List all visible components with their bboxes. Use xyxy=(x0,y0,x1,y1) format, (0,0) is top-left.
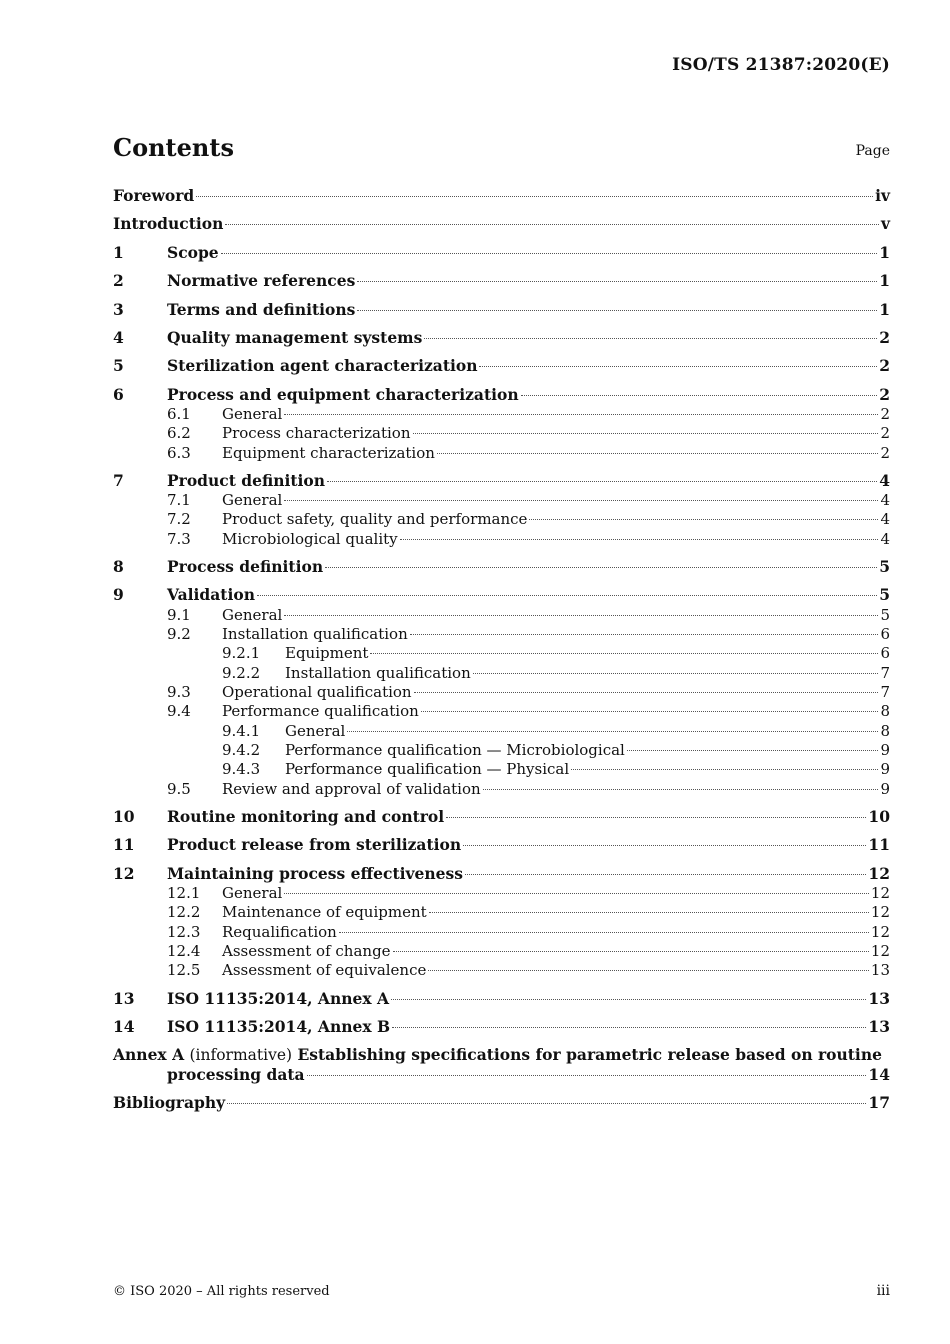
dot-leader xyxy=(429,912,869,913)
toc-entry-page-number: 12 xyxy=(868,864,890,883)
dot-leader xyxy=(421,711,879,712)
toc-entry-title: Terms and definitions xyxy=(167,300,356,319)
toc-entry[interactable] xyxy=(113,883,890,903)
toc-entry-page-number: 8 xyxy=(880,722,890,740)
dot-leader xyxy=(400,539,879,540)
toc-entry-page-number: 5 xyxy=(879,557,890,576)
toc-entry-number: 6.2 xyxy=(167,424,191,442)
dot-leader xyxy=(392,1027,866,1028)
dot-leader xyxy=(221,253,878,254)
dot-leader xyxy=(571,769,878,770)
toc-entry-title: Quality management systems xyxy=(167,328,423,347)
toc-entry-title: Review and approval of validation xyxy=(222,780,481,798)
toc-entry-number: 8 xyxy=(113,557,124,576)
toc-entry[interactable] xyxy=(113,960,890,980)
toc-entry[interactable] xyxy=(113,356,890,376)
dot-leader xyxy=(424,338,877,339)
toc-entry-title: Product definition xyxy=(167,471,326,490)
toc-entry-page-number: 2 xyxy=(880,444,890,462)
toc-entry[interactable] xyxy=(113,605,890,625)
toc-entry-title: Routine monitoring and control xyxy=(167,807,445,826)
toc-entry-page-number: 5 xyxy=(880,606,890,624)
toc-entry[interactable] xyxy=(113,443,890,463)
toc-entry-page-number: 7 xyxy=(880,683,890,701)
toc-entry[interactable] xyxy=(113,385,890,405)
toc-entry-bibliography[interactable] xyxy=(113,1093,890,1113)
toc-entry[interactable] xyxy=(113,740,890,760)
toc-entry[interactable] xyxy=(113,922,890,942)
footer-page-number: iii xyxy=(876,1283,890,1299)
toc-entry-page-number: 1 xyxy=(879,271,890,290)
toc-entry[interactable] xyxy=(113,585,890,605)
toc-entry-title: General xyxy=(222,405,283,423)
toc-entry[interactable] xyxy=(113,404,890,424)
toc-entry[interactable] xyxy=(113,643,890,663)
toc-entry-page-number: 9 xyxy=(880,760,890,778)
dot-leader xyxy=(437,453,879,454)
toc-entry-number: 6.1 xyxy=(167,405,191,423)
toc-entry-number: 12 xyxy=(113,864,135,883)
document-identifier: ISO/TS 21387:2020(E) xyxy=(672,55,890,75)
toc-entry-page-number: 9 xyxy=(880,741,890,759)
toc-entry-title: Assessment of equivalence xyxy=(222,961,427,979)
toc-entry-page-number: 4 xyxy=(880,530,890,548)
dot-leader xyxy=(414,692,879,693)
dot-leader xyxy=(428,970,869,971)
toc-entry[interactable] xyxy=(113,490,890,510)
toc-entry-number: 9.2 xyxy=(167,625,191,643)
toc-entry-title: Sterilization agent characterization xyxy=(167,356,478,375)
toc-entry-page-number: 7 xyxy=(880,664,890,682)
toc-entry-annex-a[interactable] xyxy=(113,1045,890,1065)
dot-leader xyxy=(391,999,866,1000)
toc-entry-page-number: 8 xyxy=(880,702,890,720)
toc-entry[interactable] xyxy=(113,1017,890,1037)
toc-entry[interactable] xyxy=(113,902,890,922)
dot-leader xyxy=(627,750,879,751)
toc-entry-title: Installation qualification xyxy=(285,664,471,682)
footer-copyright: © ISO 2020 – All rights reserved xyxy=(113,1284,330,1299)
toc-entry-number: 9.4 xyxy=(167,702,191,720)
toc-entry[interactable] xyxy=(113,941,890,961)
toc-entry-number: 7.1 xyxy=(167,491,191,509)
toc-entry[interactable] xyxy=(113,989,890,1009)
toc-entry-page-number: 6 xyxy=(880,625,890,643)
toc-entry-page-number: 4 xyxy=(879,471,890,490)
toc-entry-page-number: 1 xyxy=(879,243,890,262)
toc-entry-number: 9.3 xyxy=(167,683,191,701)
toc-entry-title: Validation xyxy=(167,585,255,604)
dot-leader xyxy=(465,874,866,875)
toc-entry-title: Process characterization xyxy=(222,424,411,442)
dot-leader xyxy=(284,414,878,415)
page-column-label: Page xyxy=(855,143,890,159)
toc-entry-number: 2 xyxy=(113,271,124,290)
toc-entry-title: Process and equipment characterization xyxy=(167,385,519,404)
toc-entry-title: Introduction xyxy=(113,214,224,233)
dot-leader xyxy=(521,395,878,396)
toc-entry-page-number: 13 xyxy=(868,989,890,1008)
toc-entry-title: Equipment characterization xyxy=(222,444,435,462)
toc-entry-number: 3 xyxy=(113,300,124,319)
dot-leader xyxy=(446,817,866,818)
toc-entry[interactable] xyxy=(113,214,890,234)
toc-entry-number: 7.3 xyxy=(167,530,191,548)
toc-entry-number: 14 xyxy=(113,1017,135,1036)
toc-entry[interactable] xyxy=(113,835,890,855)
dot-leader xyxy=(479,366,877,367)
toc-entry-page-number: 2 xyxy=(879,385,890,404)
toc-entry[interactable] xyxy=(113,300,890,320)
toc-entry-title: Installation qualification xyxy=(222,625,408,643)
toc-entry-title: ISO 11135:2014, Annex B xyxy=(167,1017,391,1036)
toc-entry-page-number: 10 xyxy=(868,807,890,826)
dot-leader xyxy=(227,1103,866,1104)
toc-entry-title: Assessment of change xyxy=(222,942,391,960)
toc-entry-number: 4 xyxy=(113,328,124,347)
toc-entry-title: Operational qualification xyxy=(222,683,412,701)
toc-entry-page-number: 2 xyxy=(879,328,890,347)
toc-entry-title: General xyxy=(222,606,283,624)
toc-entry-page-number: 1 xyxy=(879,300,890,319)
dot-leader xyxy=(284,615,878,616)
dot-leader xyxy=(410,634,879,635)
toc-entry-page-number: 6 xyxy=(880,644,890,662)
toc-entry-title: Performance qualification xyxy=(222,702,419,720)
toc-entry-number: 12.3 xyxy=(167,923,201,941)
toc-entry-number: 11 xyxy=(113,835,135,854)
toc-entry-title: Product release from sterilization xyxy=(167,835,462,854)
annex-a-title-line1: Establishing specifications for parametric release based on routine xyxy=(297,1045,882,1064)
toc-entry-number: 5 xyxy=(113,356,124,375)
toc-entry-title: Product safety, quality and performance xyxy=(222,510,528,528)
toc-entry[interactable] xyxy=(113,509,890,529)
toc-entry-number: 9.5 xyxy=(167,780,191,798)
toc-entry[interactable] xyxy=(113,807,890,827)
toc-entry-page-number: 5 xyxy=(879,585,890,604)
dot-leader xyxy=(325,567,877,568)
dot-leader xyxy=(413,433,879,434)
toc-entry[interactable] xyxy=(113,423,890,443)
dot-leader xyxy=(483,789,879,790)
toc-entry[interactable] xyxy=(113,471,890,491)
toc-entry-number: 9.1 xyxy=(167,606,191,624)
dot-leader xyxy=(196,196,873,197)
toc-entry-number: 6 xyxy=(113,385,124,404)
toc-entry[interactable] xyxy=(113,759,890,779)
toc-entry[interactable] xyxy=(113,721,890,741)
toc-entry[interactable] xyxy=(113,864,890,884)
toc-entry-page-number: 13 xyxy=(868,1017,890,1036)
toc-entry-number: 13 xyxy=(113,989,135,1008)
toc-entry-title: Maintenance of equipment xyxy=(222,903,427,921)
toc-entry-number: 9.4.2 xyxy=(222,741,261,759)
toc-entry-number: 12.1 xyxy=(167,884,201,902)
toc-entry[interactable] xyxy=(113,328,890,348)
toc-entry-number: 9.4.1 xyxy=(222,722,261,740)
toc-entry[interactable] xyxy=(113,557,890,577)
dot-leader xyxy=(307,1075,867,1076)
dot-leader xyxy=(393,951,869,952)
dot-leader xyxy=(284,500,878,501)
toc-entry-number: 12.5 xyxy=(167,961,201,979)
toc-entry-page-number: 12 xyxy=(870,884,890,902)
annex-a-kind: (informative) xyxy=(189,1046,293,1064)
toc-entry-page-number: v xyxy=(880,214,890,233)
toc-entry-title: Requalification xyxy=(222,923,337,941)
toc-entry-number: 7.2 xyxy=(167,510,191,528)
toc-entry[interactable] xyxy=(113,624,890,644)
toc-entry-page-number: 2 xyxy=(879,356,890,375)
dot-leader xyxy=(225,224,879,225)
toc-entry[interactable] xyxy=(113,186,890,206)
dot-leader xyxy=(370,653,878,654)
toc-entry-title: Normative references xyxy=(167,271,356,290)
toc-entry-number: 1 xyxy=(113,243,124,262)
toc-entry-number: 6.3 xyxy=(167,444,191,462)
annex-a-label: Annex A xyxy=(113,1045,185,1064)
bibliography-page-number: 17 xyxy=(868,1093,890,1112)
toc-entry-number: 9.2.2 xyxy=(222,664,261,682)
dot-leader xyxy=(339,932,869,933)
toc-entry-page-number: 2 xyxy=(880,405,890,423)
toc-entry-title: Performance qualification — Physical xyxy=(285,760,570,778)
toc-entry-page-number: 9 xyxy=(880,780,890,798)
toc-entry-page-number: 13 xyxy=(870,961,890,979)
dot-leader xyxy=(473,673,879,674)
dot-leader xyxy=(257,595,877,596)
toc-entry-title: Process definition xyxy=(167,557,324,576)
toc-entry-annex-a-continued[interactable] xyxy=(113,1065,890,1085)
toc-entry-page-number: 12 xyxy=(870,923,890,941)
toc-entry-number: 10 xyxy=(113,807,135,826)
toc-entry-page-number: 4 xyxy=(880,510,890,528)
contents-title: Contents xyxy=(113,133,234,162)
toc-entry-title: Performance qualification — Microbiological xyxy=(285,741,625,759)
toc-entry[interactable] xyxy=(113,779,890,799)
toc-entry-number: 12.4 xyxy=(167,942,201,960)
toc-entry-number: 9.4.3 xyxy=(222,760,261,778)
toc-entry-page-number: 12 xyxy=(870,942,890,960)
toc-entry[interactable] xyxy=(113,271,890,291)
toc-entry-page-number: 4 xyxy=(880,491,890,509)
toc-entry-title: Microbiological quality xyxy=(222,530,398,548)
dot-leader xyxy=(284,893,869,894)
bibliography-title: Bibliography xyxy=(113,1093,226,1112)
toc-entry-title: General xyxy=(285,722,346,740)
toc-entry-title: Equipment xyxy=(285,644,369,662)
toc-entry-number: 12.2 xyxy=(167,903,201,921)
toc-entry[interactable] xyxy=(113,682,890,702)
toc-entry[interactable] xyxy=(113,529,890,549)
toc-entry[interactable] xyxy=(113,663,890,683)
dot-leader xyxy=(357,281,877,282)
dot-leader xyxy=(327,481,877,482)
toc-entry-title: Maintaining process effectiveness xyxy=(167,864,463,883)
dot-leader xyxy=(529,519,878,520)
dot-leader xyxy=(357,310,877,311)
toc-entry[interactable] xyxy=(113,243,890,263)
toc-entry[interactable] xyxy=(113,701,890,721)
annex-a-title-line2: processing data xyxy=(167,1065,305,1084)
toc-entry-page-number: 2 xyxy=(880,424,890,442)
dot-leader xyxy=(463,845,866,846)
toc-entry-number: 9 xyxy=(113,585,124,604)
dot-leader xyxy=(347,731,878,732)
toc-entry-title: Scope xyxy=(167,243,219,262)
toc-entry-page-number: 11 xyxy=(868,835,890,854)
toc-entry-number: 7 xyxy=(113,471,124,490)
annex-a-page-number: 14 xyxy=(868,1065,890,1084)
toc-entry-page-number: iv xyxy=(875,186,890,205)
toc-entry-title: General xyxy=(222,884,283,902)
toc-entry-number: 9.2.1 xyxy=(222,644,261,662)
toc-entry-page-number: 12 xyxy=(870,903,890,921)
toc-entry-title: Foreword xyxy=(113,186,195,205)
toc-entry-title: ISO 11135:2014, Annex A xyxy=(167,989,390,1008)
toc-entry-title: General xyxy=(222,491,283,509)
